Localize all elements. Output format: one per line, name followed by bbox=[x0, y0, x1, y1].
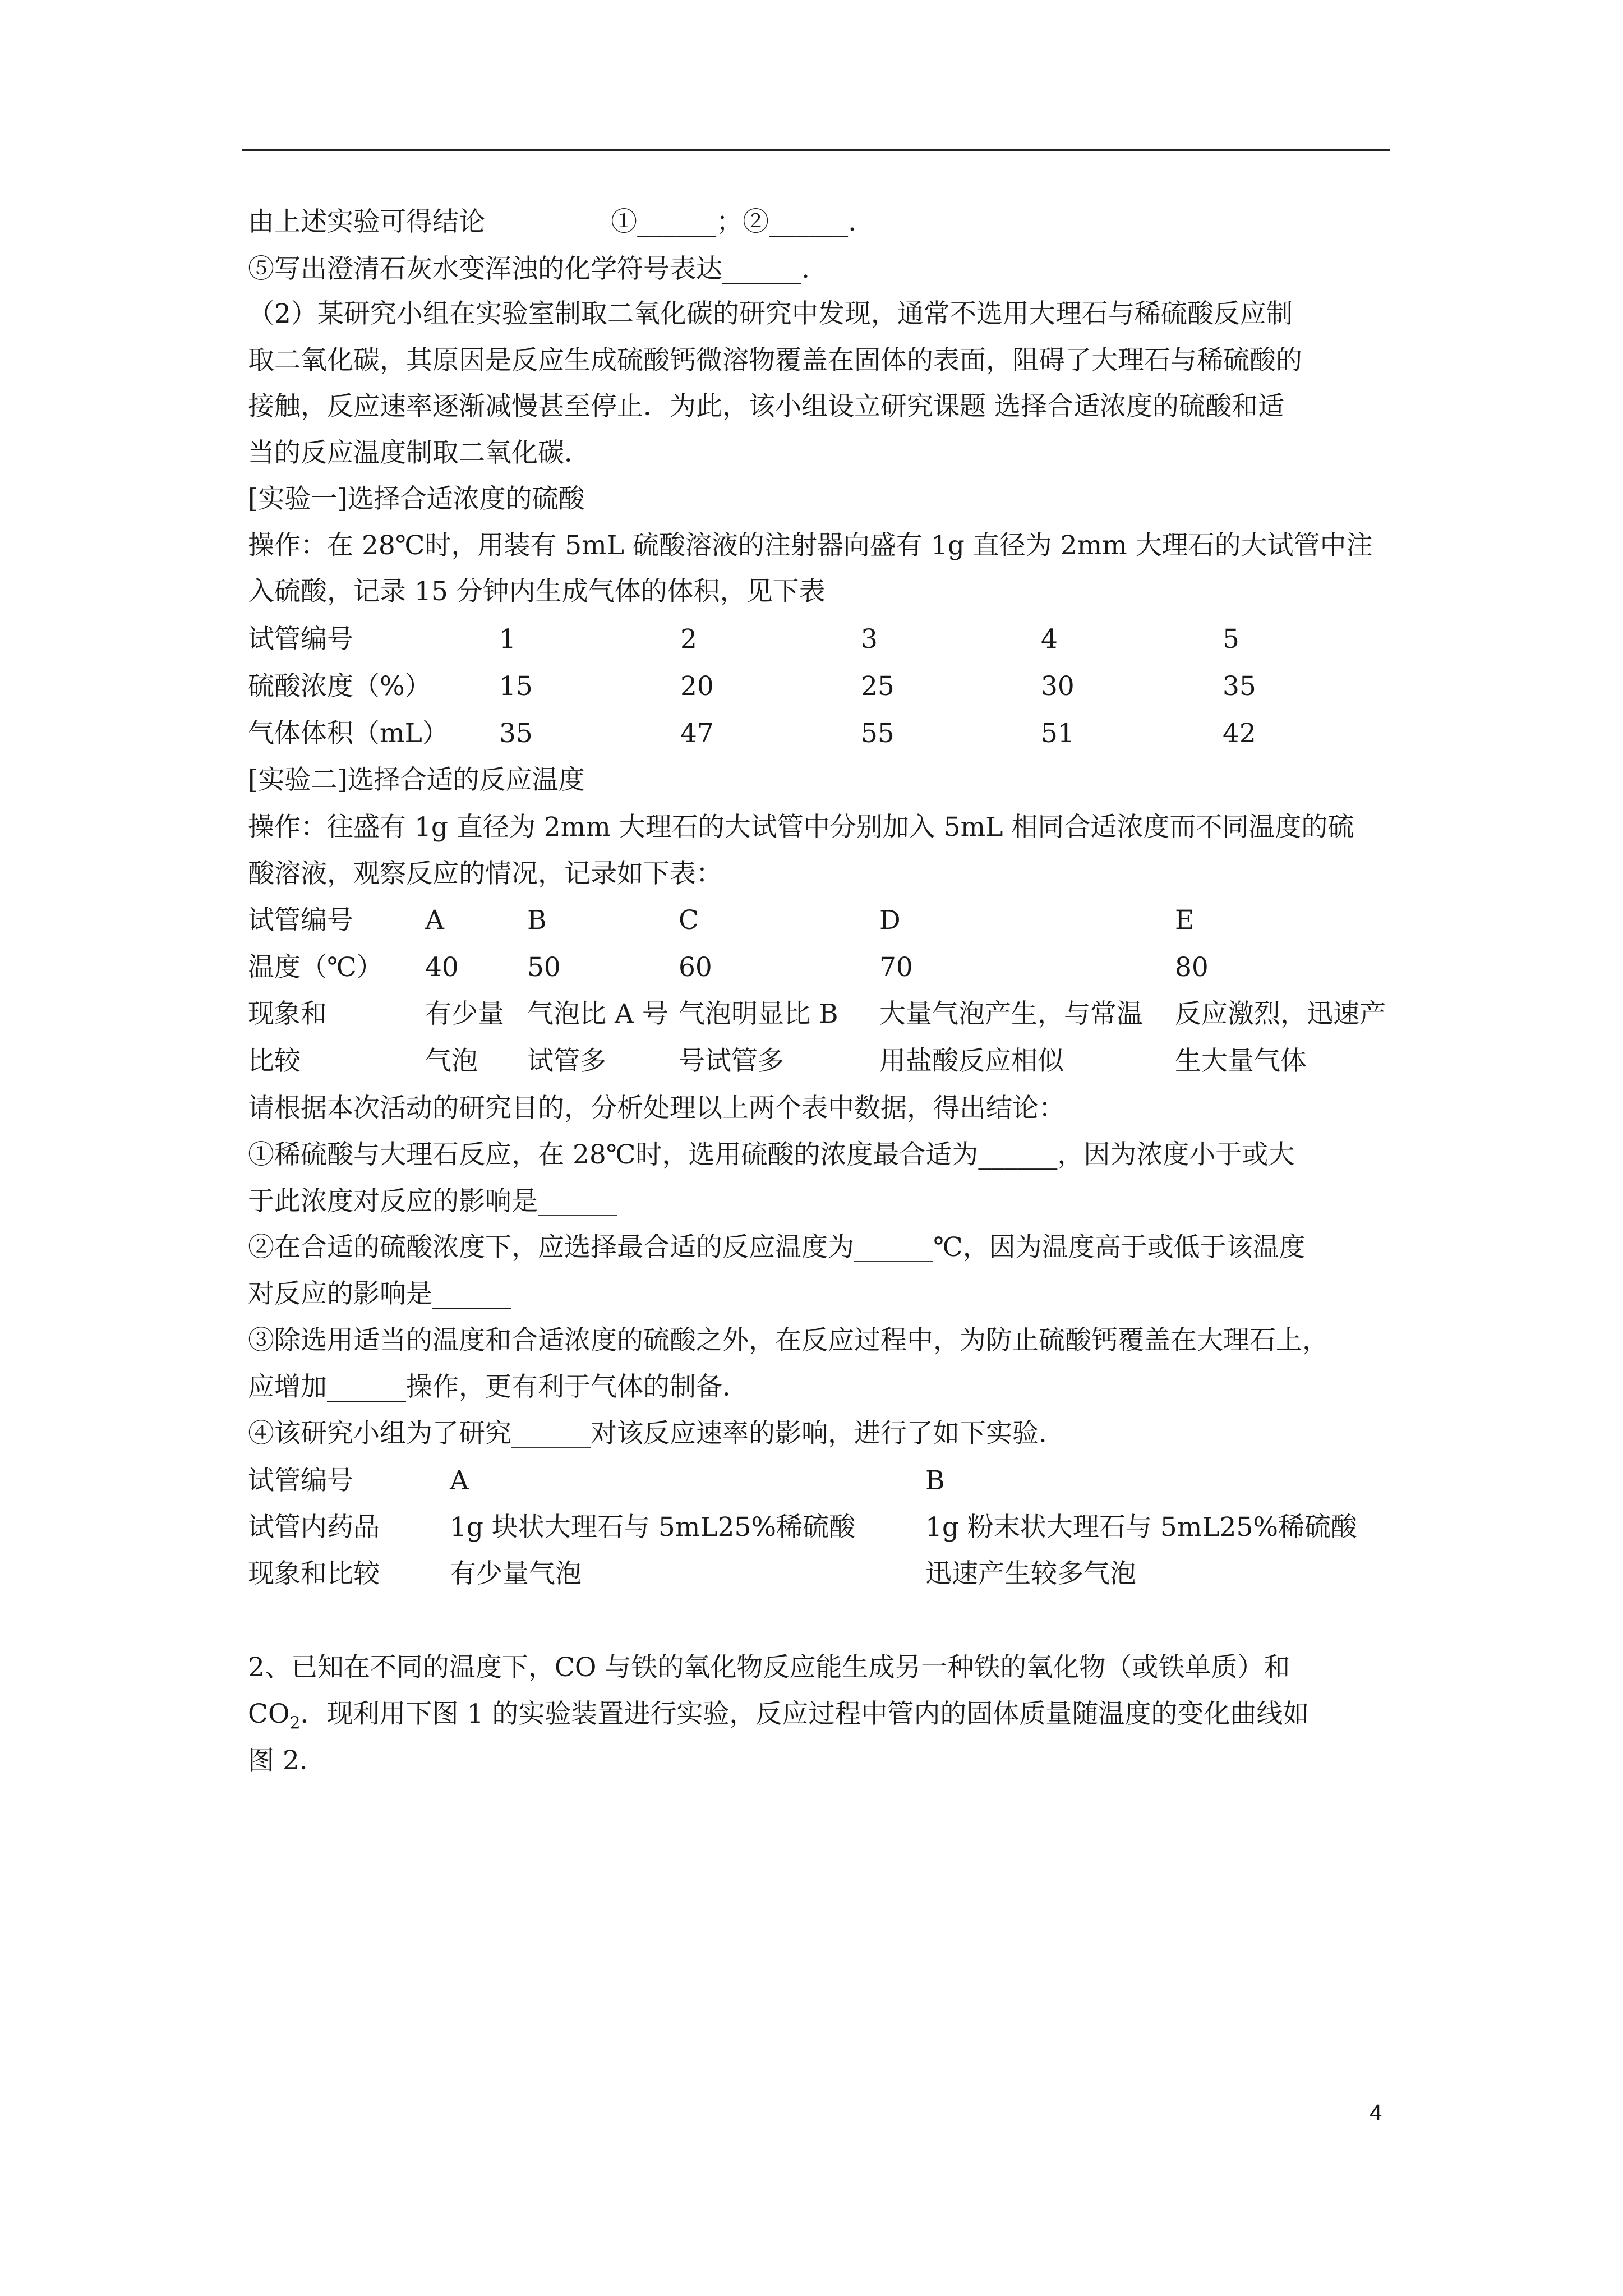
table-cell: 1g 块状大理石与 5mL25%稀硫酸 bbox=[450, 1512, 856, 1543]
paragraph-2-line-2: 取二氧化碳，其原因是反应生成硫酸钙微溶物覆盖在固体的表面，阻碍了大理石与稀硫酸的 bbox=[248, 345, 1302, 376]
table-cell: 气体体积（mL） bbox=[248, 718, 449, 749]
table-cell: A bbox=[450, 1465, 469, 1496]
conclusion-3-line-2: 应增加______操作，更有利于气体的制备． bbox=[248, 1372, 749, 1402]
table-cell: 20 bbox=[680, 671, 714, 702]
table-cell: 号试管多 bbox=[679, 1046, 784, 1076]
table-cell: 25 bbox=[861, 671, 895, 702]
analysis-intro: 请根据本次活动的研究目的，分析处理以上两个表中数据，得出结论： bbox=[248, 1093, 1065, 1124]
table-cell: 1g 粉末状大理石与 5mL25%稀硫酸 bbox=[925, 1512, 1358, 1543]
table-cell: 5 bbox=[1223, 624, 1239, 655]
table-cell: 40 bbox=[425, 952, 459, 983]
question-2-line-2 bbox=[248, 1699, 1309, 1739]
table-cell: 用盐酸反应相似 bbox=[879, 1046, 1064, 1076]
paragraph-2-line-3: 接触，反应速率逐渐减慢甚至停止．为此，该小组设立研究课题 选择合适浓度的硫酸和适 bbox=[248, 391, 1284, 422]
table-cell: 大量气泡产生，与常温 bbox=[879, 999, 1143, 1029]
question-2-line-2-text: ．现利用下图 1 的实验装置进行实验，反应过程中管内的固体质量随温度的变化曲线如 bbox=[300, 1699, 1310, 1729]
experiment-1-heading: [实验一]选择合适浓度的硫酸 bbox=[248, 484, 585, 514]
table-cell: 迅速产生较多气泡 bbox=[925, 1558, 1136, 1589]
table-cell: 35 bbox=[1223, 671, 1256, 702]
experiment-2-operation-line-2: 酸溶液，观察反应的情况，记录如下表： bbox=[248, 858, 722, 889]
header-rule bbox=[242, 149, 1390, 151]
question-2-line-1: 2、已知在不同的温度下，CO 与铁的氧化物反应能生成另一种铁的氧化物（或铁单质）和 bbox=[248, 1652, 1290, 1683]
page-number: 4 bbox=[1370, 2100, 1382, 2125]
conclusion-1-line-2: 于此浓度对反应的影响是______ bbox=[248, 1186, 617, 1217]
table-cell: B bbox=[925, 1465, 945, 1496]
table-cell: 气泡明显比 B bbox=[679, 999, 838, 1029]
table-cell: C bbox=[679, 905, 699, 936]
table-cell: 30 bbox=[1041, 671, 1075, 702]
question-2-line-3: 图 2． bbox=[248, 1745, 326, 1776]
table-cell: 硫酸浓度（%） bbox=[248, 671, 431, 702]
table-cell: 试管编号 bbox=[248, 905, 353, 936]
table-cell: 有少量 bbox=[425, 999, 504, 1029]
table-cell: 50 bbox=[527, 952, 561, 983]
table-cell: 80 bbox=[1175, 952, 1209, 983]
table-cell: 试管编号 bbox=[248, 1465, 353, 1496]
table-cell: 15 bbox=[499, 671, 533, 702]
conclusion-2-line-1: ②在合适的硫酸浓度下，应选择最合适的反应温度为______℃，因为温度高于或低于该温度 bbox=[248, 1232, 1306, 1263]
table-cell: 气泡比 A 号 bbox=[527, 999, 668, 1029]
table-cell: 60 bbox=[679, 952, 712, 983]
experiment-1-operation-line-2: 入硫酸，记录 15 分钟内生成气体的体积，见下表 bbox=[248, 576, 826, 607]
table-cell: 35 bbox=[499, 718, 533, 749]
table-cell: 气泡 bbox=[425, 1046, 478, 1076]
table-cell: D bbox=[879, 905, 901, 936]
table-cell: 51 bbox=[1041, 718, 1075, 749]
conclusion-2-line-2: 对反应的影响是______ bbox=[248, 1278, 511, 1309]
table-cell: 生大量气体 bbox=[1175, 1046, 1307, 1076]
table-cell: 42 bbox=[1223, 718, 1256, 749]
experiment-2-operation-line-1: 操作：往盛有 1g 直径为 2mm 大理石的大试管中分别加入 5mL 相同合适浓度而不同温度的硫 bbox=[248, 812, 1354, 843]
conclusion-4-line: ④该研究小组为了研究______对该反应速率的影响，进行了如下实验． bbox=[248, 1418, 1065, 1449]
paragraph-2-line-1: （2）某研究小组在实验室制取二氧化碳的研究中发现，通常不选用大理石与稀硫酸反应制 bbox=[248, 298, 1293, 329]
co2-subscript: 2 bbox=[289, 1713, 301, 1733]
table-cell: E bbox=[1175, 905, 1195, 936]
experiment-1-operation-line-1: 操作：在 28℃时，用装有 5mL 硫酸溶液的注射器向盛有 1g 直径为 2mm 大理石的大试管中注 bbox=[248, 530, 1373, 561]
table-cell: 现象和比较 bbox=[248, 1558, 380, 1589]
table-cell: 55 bbox=[861, 718, 895, 749]
table-cell: 比较 bbox=[248, 1046, 301, 1076]
question-5-line: ⑤写出澄清石灰水变浑浊的化学符号表达______. bbox=[248, 254, 810, 284]
paragraph-2-line-4: 当的反应温度制取二氧化碳． bbox=[248, 438, 591, 468]
table-cell: 1 bbox=[499, 624, 516, 655]
conclusion-line: 由上述实验可得结论 ①______；②______. bbox=[248, 206, 857, 237]
table-cell: 试管编号 bbox=[248, 624, 353, 655]
table-cell: 试管多 bbox=[527, 1046, 606, 1076]
table-cell: 现象和 bbox=[248, 999, 327, 1029]
table-cell: 反应激烈，迅速产 bbox=[1175, 999, 1386, 1029]
table-cell: A bbox=[425, 905, 444, 936]
table-cell: 有少量气泡 bbox=[450, 1558, 582, 1589]
table-cell: 3 bbox=[861, 624, 878, 655]
table-cell: 温度（℃） bbox=[248, 952, 383, 983]
table-cell: 2 bbox=[680, 624, 697, 655]
table-cell: 4 bbox=[1041, 624, 1058, 655]
conclusion-3-line-1: ③除选用适当的温度和合适浓度的硫酸之外，在反应过程中，为防止硫酸钙覆盖在大理石上， bbox=[248, 1325, 1329, 1356]
table-cell: B bbox=[527, 905, 547, 936]
table-cell: 试管内药品 bbox=[248, 1512, 380, 1543]
co2-formula: CO bbox=[248, 1699, 290, 1729]
table-cell: 47 bbox=[680, 718, 714, 749]
table-cell: 70 bbox=[879, 952, 913, 983]
conclusion-1-line-1: ①稀硫酸与大理石反应，在 28℃时，选用硫酸的浓度最合适为______，因为浓度小于或大 bbox=[248, 1139, 1295, 1170]
experiment-2-heading: [实验二]选择合适的反应温度 bbox=[248, 765, 585, 795]
